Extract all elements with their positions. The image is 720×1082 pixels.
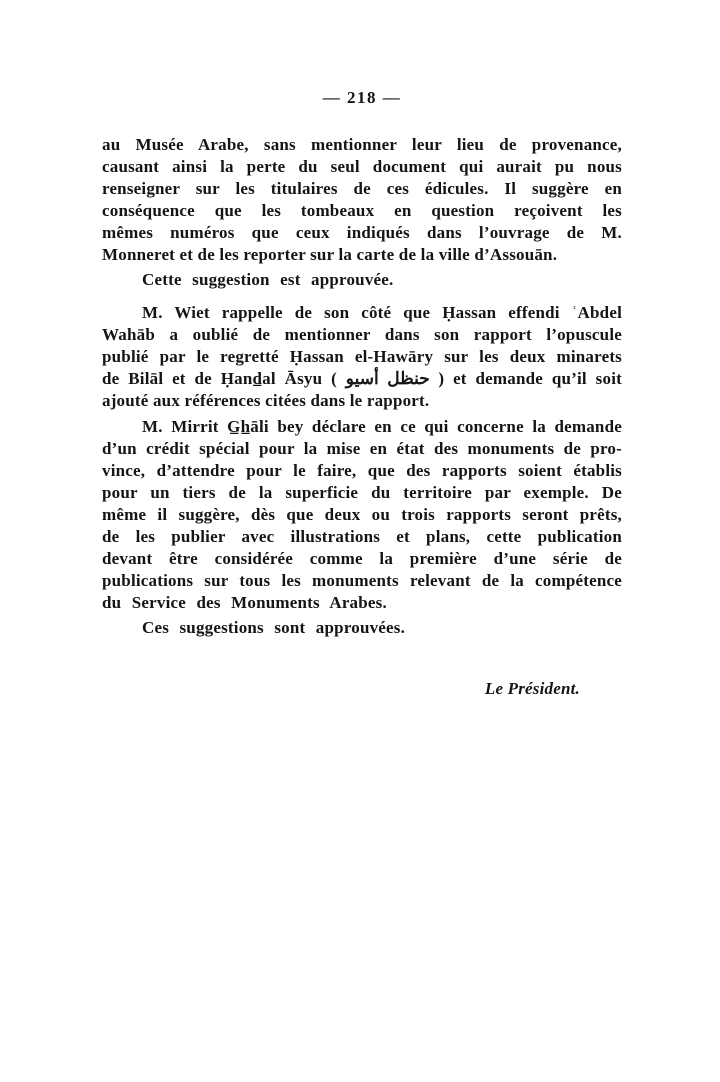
text-line: pour un tiers de la superficie du territoire par exemple. De xyxy=(102,483,622,502)
paragraph-wiet xyxy=(102,302,622,412)
text-line: M. Wiet rappelle de son côté que Ḥassan effendi ʿAbdel xyxy=(142,303,622,322)
text-line: du Service des Monuments Arabes. xyxy=(102,593,387,612)
page-number: — 218 — xyxy=(322,88,402,107)
text-line: de les publier avec illustrations et plans, cette publication xyxy=(102,527,622,546)
paragraph-approval-1 xyxy=(102,269,622,291)
text-line: vince, d’attendre pour le faire, que des rapports soient établis xyxy=(102,461,622,480)
text-line: Ces suggestions sont approuvées. xyxy=(142,618,406,637)
text-line: conséquence que les tombeaux en question reçoivent les xyxy=(102,201,622,220)
text-block xyxy=(102,134,622,700)
text-line: causant ainsi la perte du seul document qui aurait pu nous xyxy=(102,157,622,176)
text-line: publications sur tous les monuments relevant de la compétence xyxy=(102,571,622,590)
paragraph-continuation xyxy=(102,134,622,266)
text-line: au Musée Arabe, sans mentionner leur lieu de provenance, xyxy=(102,135,622,154)
text-line: M. Mirrit G̲h̲āli bey déclare en ce qui concerne la demande xyxy=(142,417,622,436)
text-line: même il suggère, dès que deux ou trois rapports seront prêts, xyxy=(102,505,622,524)
text-line: Cette suggestion est approuvée. xyxy=(142,270,394,289)
text-line: ajouté aux références citées dans le rapport. xyxy=(102,391,430,410)
paragraph-mirrit-ghali xyxy=(102,416,622,614)
text-line: mêmes numéros que ceux indiqués dans l’ouvrage de M. xyxy=(102,223,622,242)
paragraph-approval-2 xyxy=(102,617,622,639)
text-line: Monneret et de les reporter sur la carte de la ville d’Assouān. xyxy=(102,245,558,264)
text-line: publié par le regretté Ḥassan el-Hawāry sur les deux minarets xyxy=(102,347,622,366)
text-line: de Bilāl et de Ḥand̲al Āsyu ( حنظل أسيو ) et demande qu’il soit xyxy=(102,369,622,388)
text-line: Wahāb a oublié de mentionner dans son rapport l’opuscule xyxy=(102,325,622,344)
text-line: d’un crédit spécial pour la mise en état des monuments de pro- xyxy=(102,439,622,458)
text-line: devant être considérée comme la première d’une série de xyxy=(102,549,622,568)
signature-le-president: Le Président. xyxy=(484,679,580,698)
text-line: renseigner sur les titulaires de ces édicules. Il suggère en xyxy=(102,179,622,198)
